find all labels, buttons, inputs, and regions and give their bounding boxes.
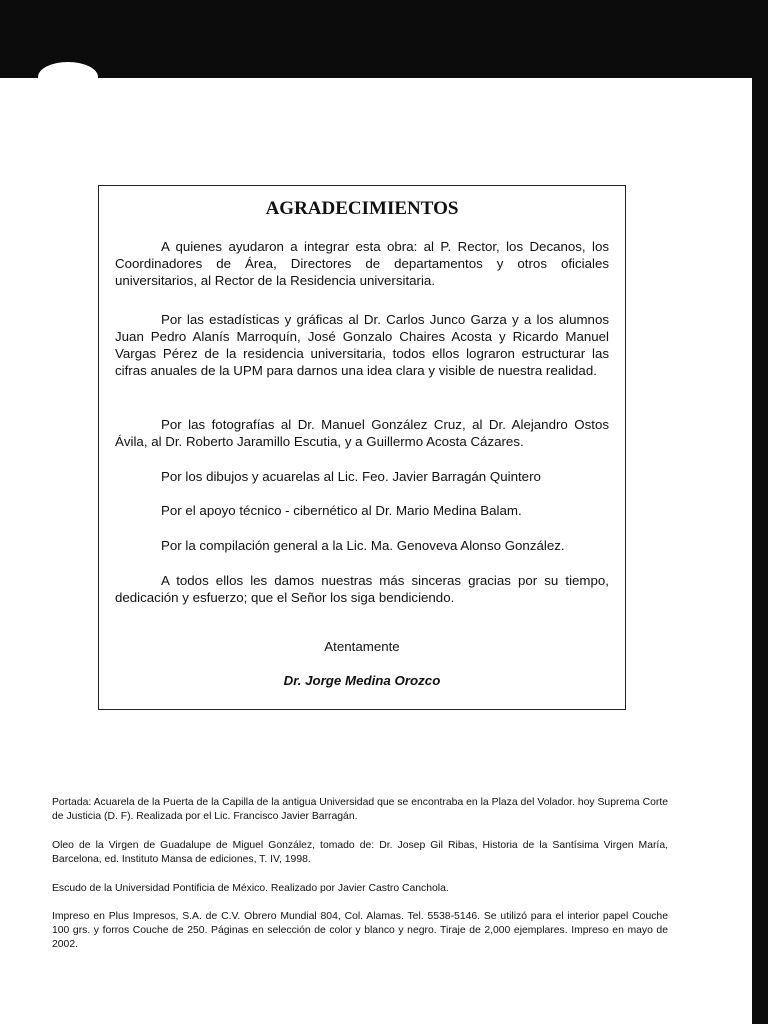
acknowledgment-paragraph-2: Por las estadísticas y gráficas al Dr. Carlos Junco Garza y a los alumnos Juan Pedro Alanís Marroquín, José Gonzalo Chaires Acosta y Ricardo Manuel Vargas Pérez de la residencia universitaria, todos ellos lograron estructurar las cifras anuales de la UPM para darnos una idea clara y visible de nuestra realidad.: [115, 312, 609, 378]
credit-oil-painting: Oleo de la Virgen de Guadalupe de Miguel González, tomado de: Dr. Josep Gil Ribas, Historia de la Santísima Virgen María, Barcelona, ed. Instituto Mansa de ediciones, T. IV, 1998.: [52, 840, 668, 865]
acknowledgment-paragraph-5: Por el apoyo técnico - cibernético al Dr. Mario Medina Balam.: [161, 503, 522, 518]
credit-shield: Escudo de la Universidad Pontificia de México. Realizado por Javier Castro Canchola.: [52, 883, 449, 894]
closing-text: Atentamente: [324, 639, 400, 654]
acknowledgment-paragraph-7: A todos ellos les damos nuestras más sinceras gracias por su tiempo, dedicación y esfuerzo; que el Señor los siga bendiciendo.: [115, 573, 609, 605]
scan-page-curl: [38, 62, 98, 92]
credit-printing: Impreso en Plus Impresos, S.A. de C.V. Obrero Mundial 804, Col. Alamas. Tel. 5538-5146. Se utilizó para el interior papel Couche 100 grs. y forros Couche de 250. Páginas en selección de color y blanco y negro. Tiraje de 2,000 ejemplares. Impreso en mayo de 2002.: [52, 911, 668, 950]
acknowledgment-paragraph-6: Por la compilación general a la Lic. Ma. Genoveva Alonso González.: [161, 538, 565, 553]
scan-border-right: [752, 70, 768, 1024]
signature: Dr. Jorge Medina Orozco: [283, 673, 441, 688]
scan-border-top: [0, 0, 768, 78]
page-title: AGRADECIMIENTOS: [265, 198, 459, 219]
credit-cover: Portada: Acuarela de la Puerta de la Capilla de la antigua Universidad que se encontraba en la Plaza del Volador. hoy Suprema Corte de Justicia (D. F). Realizada por el Lic. Francisco Javier Barragán.: [52, 797, 668, 822]
acknowledgments-box: [98, 185, 626, 710]
acknowledgment-paragraph-4: Por los dibujos y acuarelas al Lic. Feo. Javier Barragán Quintero: [161, 469, 541, 484]
acknowledgment-paragraph-1: A quienes ayudaron a integrar esta obra: al P. Rector, los Decanos, los Coordinadores de Área, Directores de departamentos y otros oficiales universitarios, al Rector de la Residencia universitaria.: [115, 239, 609, 288]
acknowledgment-paragraph-3: Por las fotografías al Dr. Manuel González Cruz, al Dr. Alejandro Ostos Ávila, al Dr. Roberto Jaramillo Escutia, y a Guillermo Acosta Cázares.: [115, 417, 609, 449]
